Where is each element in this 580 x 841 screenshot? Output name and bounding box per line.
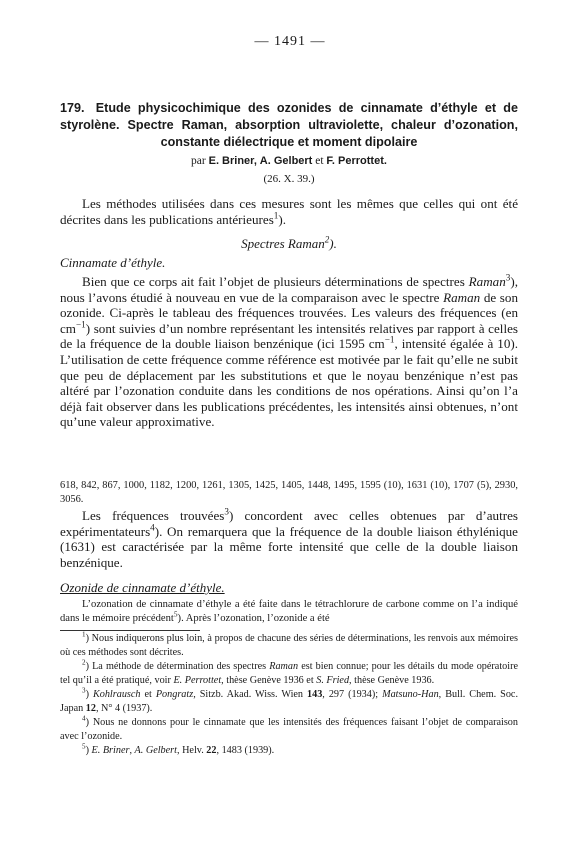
- text: Raman: [443, 289, 481, 305]
- volume: 22: [206, 745, 217, 756]
- cited-author: Kohlrausch: [92, 689, 141, 700]
- footnote-mark: 3: [82, 686, 86, 695]
- article-title: [60, 100, 518, 151]
- ozonide-paragraph: [60, 598, 518, 626]
- section-end: ).: [329, 236, 337, 251]
- cited-author: E. Briner: [91, 745, 130, 756]
- text: Les fréquences trouvées: [82, 508, 225, 523]
- text: ) Nous indiquerons plus loin, à propos de chacune des séries de déterminations, les renvois aux mémoires où ces méthodes sont décrites.: [60, 633, 518, 658]
- footnotes: [60, 632, 518, 758]
- footnote-mark: 2: [82, 658, 86, 667]
- subsection-heading-cinnamate: Cinnamate d’éthyle.: [60, 255, 166, 270]
- text: ) concordent avec celles obtenues par d’autres expérimentateurs: [60, 508, 519, 539]
- cited-author: S. Fried: [316, 675, 350, 686]
- text: ) La méthode de détermination des spectres: [85, 661, 270, 672]
- exponent: −1: [384, 335, 395, 346]
- author-conjunction: et: [315, 155, 324, 167]
- article-number: 179.: [60, 101, 85, 115]
- footnote-ref: 4: [150, 522, 155, 533]
- cited-author: Matsuno-Han: [382, 689, 439, 700]
- footnote-1: [60, 632, 518, 660]
- text: , 297 (1934);: [322, 689, 383, 700]
- footnote-2: [60, 660, 518, 688]
- footnote-ref: 3: [224, 506, 229, 517]
- article-title-text: Etude physicochimique des ozonides de cinnamate d’éthyle et de styrolène. Spectre Raman, absorption ultraviolette, chaleur d’ozonation, constante diélectrique et moment dipolaire: [60, 101, 518, 149]
- frequencies-paragraph: [60, 508, 518, 570]
- volume: 12: [85, 703, 96, 714]
- footnote-divider: [60, 630, 200, 631]
- text: Bien que ce corps ait fait l’objet de plusieurs déterminations de spectres: [82, 274, 469, 289]
- text: ), nous l’avons étudié à nouveau en vue de la comparaison avec le spectre: [60, 274, 518, 305]
- text: ) Nous ne donnons pour le cinnamate que les intensités des fréquences faisant l’objet de comparaison avec l’ozonide.: [60, 717, 518, 742]
- text: ). On remarquera que la fréquence de la double liaison éthylénique (1631) est caractérisée par la même forte intensité que celle de la double liaison benzénique.: [60, 523, 518, 570]
- text: L’ozonation de cinnamate d’éthyle a été faite dans le tétrachlorure de carbone comme on l’a indiqué dans le mémoire précédent: [60, 599, 518, 624]
- exponent: −1: [76, 319, 86, 330]
- subsection-heading-ozonide: [60, 580, 225, 596]
- received-date: (26. X. 39.): [263, 173, 315, 185]
- footnote-mark: 1: [82, 630, 86, 639]
- footnote-4: [60, 716, 518, 744]
- footnote-ref: 3: [505, 272, 511, 283]
- author-briner: E. Briner,: [208, 155, 257, 167]
- footnote-mark: 4: [82, 714, 86, 723]
- volume: 143: [307, 689, 323, 700]
- text: , N° 4 (1937).: [95, 703, 153, 714]
- text: Raman: [468, 274, 506, 289]
- author-perrottet: F. Perrottet.: [326, 155, 387, 167]
- text: , Bull. Chem. Soc. Japan: [60, 689, 518, 714]
- text: Raman: [269, 661, 299, 672]
- text: , thèse Genève 1936 et: [221, 675, 317, 686]
- intro-text: Les méthodes utilisées dans ces mesures sont les mêmes que celles qui ont été décrites dans les publications antérieures: [60, 196, 518, 227]
- footnote-3: $^3$) Kohlrausch et Pongratz, Sitzb. Akad. Wiss. Wien 143, 297 (1934); Matsuno-Han, Bull. Chem. Soc. Japan 12, N° 4 (1937).: [60, 686, 518, 714]
- text: ). Après l’ozonation, l’ozonide a été: [177, 613, 330, 624]
- cited-author: E. Perrottet: [173, 675, 222, 686]
- author-line: [60, 155, 518, 167]
- section-title: Spectres Raman: [241, 236, 325, 251]
- text: ) sont suivies d’un nombre représentant les intensités relatives par rapport à celles de la fréquence de la double liaison benzénique (ici 1595 cm: [60, 320, 518, 352]
- text: est bien connue; pour les détails du mode opératoire tel qu’il a été pratiqué, voir: [60, 661, 518, 686]
- text: , thèse Genève 1936.: [349, 675, 435, 686]
- text: , Sitzb. Akad. Wiss. Wien: [193, 689, 308, 700]
- cited-author: Pongratz: [155, 689, 194, 700]
- footnote-ref: 2: [324, 234, 330, 245]
- cited-author: A. Gelbert: [134, 745, 177, 756]
- footnote-mark: 5: [82, 742, 86, 751]
- footnote-ref: 1: [273, 210, 279, 221]
- text: de son ozonide. Ci-après le tableau des fréquences trouvées. Les valeurs des fréquences (en cm: [60, 289, 518, 336]
- frequency-list: 618, 842, 867, 1000, 1182, 1200, 1261, 1305, 1425, 1405, 1448, 1495, 1595 (10), 1631 (10), 1707 (5), 2930, 3056.: [60, 480, 518, 505]
- author-gelbert: A. Gelbert: [259, 155, 313, 167]
- subsection-title: Ozonide de cinnamate d’éthyle.: [60, 580, 225, 595]
- footnote-5: $^5$) E. Briner, A. Gelbert, Helv. 22, 1483 (1939).: [82, 742, 275, 756]
- cinnamate-paragraph: [60, 274, 518, 430]
- text: et: [140, 689, 156, 700]
- text: , 1483 (1939).: [216, 745, 275, 756]
- intro-end: ).: [278, 211, 287, 227]
- section-heading-raman: [60, 236, 518, 252]
- intro-paragraph: [60, 196, 518, 227]
- author-prefix: par: [191, 155, 206, 167]
- page-number: — 1491 —: [254, 34, 326, 49]
- text: , intensité égalée à 10). L’utilisation de cette fréquence comme référence est motivée par le fait qu’elle ne subit que peu de déplacement par les substitutions et que le noyau benzénique n’est pas altéré par l’ozonation conduite dans les conditions de nos opérations. Ainsi qu’on l’a déjà fait observer dans les publications précédentes, les intensités ainsi obtenues, n’ont qu’une valeur approximative.: [60, 336, 518, 430]
- text: ,: [129, 745, 135, 756]
- text: , Helv.: [176, 745, 207, 756]
- footnote-ref: 5: [173, 609, 178, 619]
